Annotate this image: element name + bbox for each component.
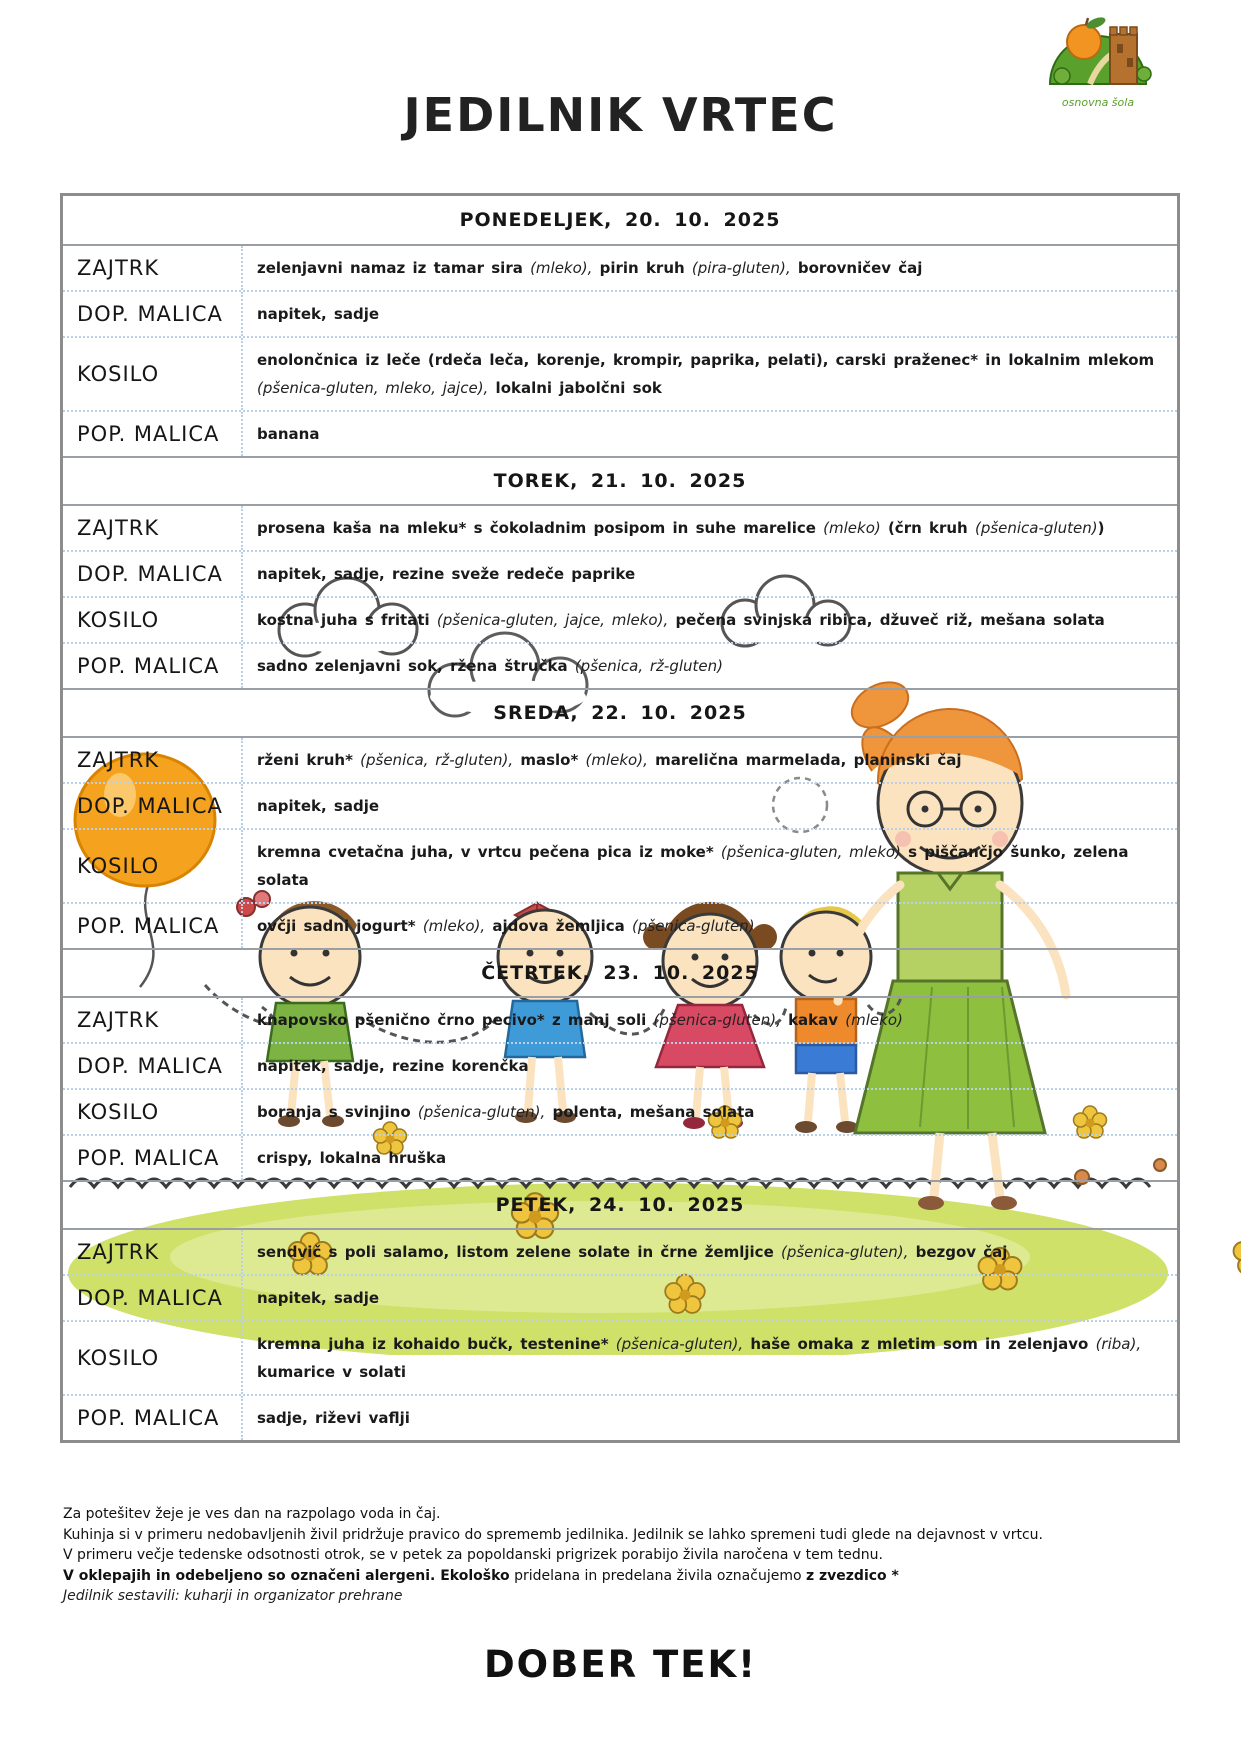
- text-segment: enolončnica iz leče (rdeča leča, korenje, krompir, paprika, pelati), carski praženec* in lokalnim mlekom: [257, 351, 1155, 369]
- meal-label: POP. MALICA: [63, 412, 243, 456]
- meal-label: KOSILO: [63, 338, 243, 410]
- meal-text: [243, 738, 1177, 782]
- text-segment: bezgov čaj: [908, 1243, 1008, 1261]
- text-segment: banana: [257, 425, 320, 443]
- text-segment: (pšenica-gluten),: [615, 1335, 744, 1353]
- text-segment: pirin kruh: [592, 259, 692, 277]
- meal-label: DOP. MALICA: [63, 292, 243, 336]
- text-segment: maslo*: [513, 751, 586, 769]
- text-segment: z zvezdico *: [805, 1567, 899, 1584]
- text-segment: (mleko): [845, 1011, 903, 1029]
- meal-label: ZAJTRK: [63, 506, 243, 550]
- text-segment: (pšenica-gluten),: [780, 1243, 909, 1261]
- meal-label: POP. MALICA: [63, 1396, 243, 1440]
- text-segment: zelenjavni namaz iz tamar sira: [257, 259, 531, 277]
- text-segment: (pšenica, rž-gluten): [574, 657, 724, 675]
- footer-note: [63, 1566, 1178, 1587]
- text-segment: prosena kaša na mleku* s čokoladnim posipom in suhe marelice: [257, 519, 824, 537]
- meal-label: KOSILO: [63, 1090, 243, 1134]
- meal-row: [63, 1230, 1177, 1274]
- meal-row: [63, 998, 1177, 1042]
- text-segment: kakav: [780, 1011, 846, 1029]
- text-segment: V primeru večje tedenske odsotnosti otrok, se v petek za popoldanski prigrizek porabijo živila naročena v tem tednu.: [63, 1547, 883, 1563]
- meal-label: POP. MALICA: [63, 644, 243, 688]
- text-segment: rženi kruh*: [257, 751, 361, 769]
- footer-note: [63, 1525, 1178, 1546]
- text-segment: s piščančjo šunko, zelena solata: [257, 843, 1129, 889]
- text-segment: napitek, sadje: [257, 305, 380, 323]
- text-segment: Za potešitev žeje je ves dan na razpolago voda in čaj.: [63, 1506, 441, 1522]
- meal-label: DOP. MALICA: [63, 552, 243, 596]
- meal-text: [243, 1276, 1177, 1320]
- meal-text: [243, 998, 1177, 1042]
- meal-text: [243, 552, 1177, 596]
- text-segment: (črn kruh: [880, 519, 975, 537]
- day-block: [63, 196, 1177, 456]
- menu-table: [60, 193, 1180, 1443]
- day-block: [63, 948, 1177, 1180]
- meal-label: KOSILO: [63, 830, 243, 902]
- meal-text: [243, 1090, 1177, 1134]
- text-segment: crispy, lokalna hruška: [257, 1149, 447, 1167]
- text-segment: (mleko): [823, 519, 881, 537]
- text-segment: kumarice v solati: [257, 1363, 407, 1381]
- meal-text: [243, 1230, 1177, 1274]
- text-segment: (mleko),: [530, 259, 593, 277]
- meal-text: [243, 598, 1177, 642]
- meal-text: [243, 1396, 1177, 1440]
- meal-text: [243, 1136, 1177, 1180]
- meal-text: [243, 830, 1177, 902]
- text-segment: (pšenica-gluten),: [653, 1011, 781, 1029]
- meal-row: [63, 506, 1177, 550]
- text-segment: (pira-gluten),: [691, 259, 791, 277]
- meal-label: DOP. MALICA: [63, 1044, 243, 1088]
- text-segment: kremna cvetačna juha, v vrtcu pečena pica iz moke*: [257, 843, 721, 861]
- text-segment: (pšenica-gluten, mleko): [720, 843, 901, 861]
- text-segment: sendvič s poli salamo, listom zelene solate in črne žemljice: [257, 1243, 781, 1261]
- text-segment: (mleko),: [422, 917, 486, 935]
- text-segment: pridelana in predelana živila označujemo: [509, 1567, 806, 1584]
- text-segment: boranja s svinjino: [257, 1103, 418, 1121]
- day-header: TOREK, 21. 10. 2025: [63, 456, 1177, 506]
- meal-text: [243, 412, 1177, 456]
- meal-row: [63, 1088, 1177, 1134]
- text-segment: V oklepajih in odebeljeno so označeni alergeni. Ekološko: [63, 1567, 510, 1584]
- text-segment: (riba),: [1095, 1335, 1142, 1353]
- page-title: JEDILNIK VRTEC: [403, 88, 838, 142]
- logo-castle-icon: [1110, 27, 1137, 84]
- meal-row: [63, 1042, 1177, 1088]
- logo-caption: osnovna šola: [1061, 96, 1135, 109]
- text-segment: borovničev čaj: [790, 259, 923, 277]
- text-segment: (pšenica-gluten): [632, 917, 755, 935]
- meal-text: [243, 1044, 1177, 1088]
- meal-row: [63, 550, 1177, 596]
- text-segment: ovčji sadni jogurt*: [257, 917, 423, 935]
- text-segment: (pšenica, rž-gluten),: [360, 751, 514, 769]
- footer-notes: [63, 1504, 1178, 1607]
- text-segment: Jedilnik sestavili: kuharji in organizator prehrane: [63, 1588, 403, 1604]
- footer-note: [63, 1586, 1178, 1607]
- meal-text: [243, 506, 1177, 550]
- footer-note: [63, 1545, 1178, 1566]
- meal-text: [243, 292, 1177, 336]
- meal-row: [63, 642, 1177, 688]
- meal-text: [243, 644, 1177, 688]
- meal-label: DOP. MALICA: [63, 1276, 243, 1320]
- meal-label: KOSILO: [63, 598, 243, 642]
- day-block: [63, 1180, 1177, 1440]
- meal-row: [63, 1320, 1177, 1394]
- meal-row: [63, 828, 1177, 902]
- meal-label: POP. MALICA: [63, 904, 243, 948]
- meal-text: [243, 784, 1177, 828]
- text-segment: polenta, mešana solata: [545, 1103, 755, 1121]
- meal-row: [63, 596, 1177, 642]
- day-block: [63, 688, 1177, 948]
- closing-text: DOBER TEK!: [483, 1643, 758, 1686]
- text-segment: napitek, sadje, rezine sveže redeče paprike: [257, 565, 636, 583]
- text-segment: napitek, sadje: [257, 1289, 380, 1307]
- meal-row: [63, 410, 1177, 456]
- meal-row: [63, 1394, 1177, 1440]
- meal-text: [243, 246, 1177, 290]
- meal-text: [243, 904, 1177, 948]
- day-header: ČETRTEK, 23. 10. 2025: [63, 948, 1177, 998]
- text-segment: ): [1097, 519, 1105, 537]
- text-segment: marelična marmelada, planinski čaj: [647, 751, 962, 769]
- text-segment: (pšenica-gluten, mleko, jajce),: [257, 379, 489, 397]
- meal-row: [63, 246, 1177, 290]
- text-segment: pečena svinjska ribica, džuveč riž, mešana solata: [668, 611, 1105, 629]
- day-header: PONEDELJEK, 20. 10. 2025: [63, 196, 1177, 246]
- day-header: PETEK, 24. 10. 2025: [63, 1180, 1177, 1230]
- text-segment: (pšenica-gluten, jajce, mleko),: [436, 611, 669, 629]
- footer-note: [63, 1504, 1178, 1525]
- text-segment: sadno zelenjavni sok, ržena štručka: [257, 657, 575, 675]
- text-segment: ajdova žemljica: [485, 917, 633, 935]
- meal-label: POP. MALICA: [63, 1136, 243, 1180]
- day-header: SREDA, 22. 10. 2025: [63, 688, 1177, 738]
- text-segment: napitek, sadje: [257, 797, 380, 815]
- meal-label: KOSILO: [63, 1322, 243, 1394]
- meal-label: ZAJTRK: [63, 738, 243, 782]
- text-segment: kostna juha s fritati: [257, 611, 437, 629]
- text-segment: sadje, riževi vaflji: [257, 1409, 410, 1427]
- meal-row: [63, 1274, 1177, 1320]
- meal-label: ZAJTRK: [63, 246, 243, 290]
- text-segment: Kuhinja si v primeru nedobavljenih živil pridržuje pravico do sprememb jedilnika. Jedilnik se lahko spremeni tudi glede na dejavnost v vrtcu.: [63, 1526, 1043, 1543]
- meal-row: [63, 782, 1177, 828]
- text-segment: napitek, sadje, rezine korenčka: [257, 1057, 529, 1075]
- meal-label: ZAJTRK: [63, 998, 243, 1042]
- text-segment: knapovsko pšenično črno pecivo* z manj soli: [257, 1011, 654, 1029]
- meal-row: [63, 1134, 1177, 1180]
- text-segment: (mleko),: [585, 751, 648, 769]
- meal-row: [63, 902, 1177, 948]
- text-segment: lokalni jabolčni sok: [488, 379, 662, 397]
- meal-row: [63, 738, 1177, 782]
- day-block: [63, 456, 1177, 688]
- meal-label: ZAJTRK: [63, 1230, 243, 1274]
- meal-text: [243, 338, 1177, 410]
- meal-row: [63, 336, 1177, 410]
- meal-label: DOP. MALICA: [63, 784, 243, 828]
- text-segment: kremna juha iz kohaido bučk, testenine*: [257, 1335, 616, 1353]
- meal-row: [63, 290, 1177, 336]
- text-segment: (pšenica-gluten): [974, 519, 1098, 537]
- text-segment: (pšenica-gluten),: [417, 1103, 546, 1121]
- text-segment: haše omaka z mletim som in zelenjavo: [743, 1335, 1096, 1353]
- meal-text: [243, 1322, 1177, 1394]
